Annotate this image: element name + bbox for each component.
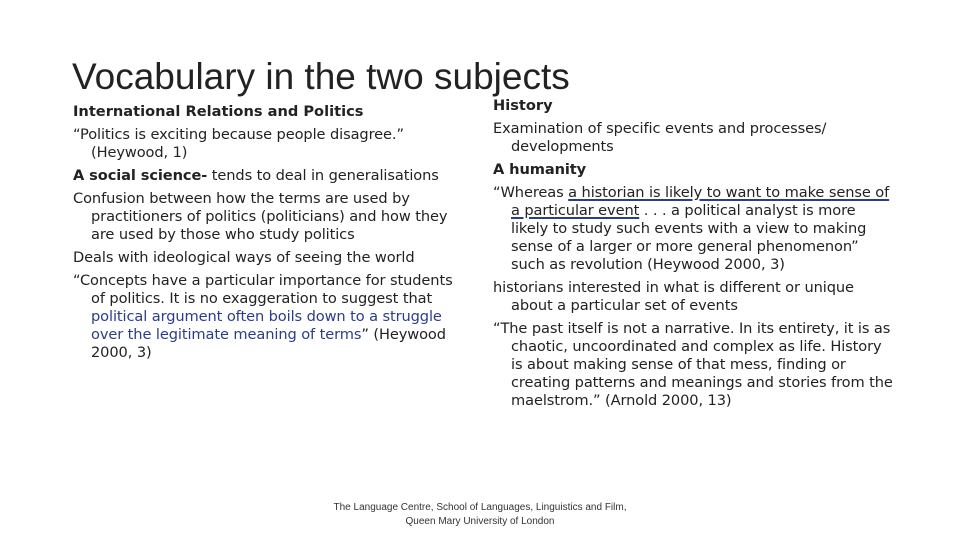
slide-footer <box>310 501 650 529</box>
right-point-3-c: . . . a political analyst is more likely to study such events with a view to making sense of a larger or more general phenomenon” such as revolution (Heywood 2000, 3) <box>511 202 867 273</box>
footer-line-2: Queen Mary University of London <box>405 516 555 527</box>
left-point-5-c: ” (Heywood 2000, 3) <box>91 326 446 361</box>
right-point-2 <box>493 161 893 179</box>
right-point-5: “The past itself is not a narrative. In its entirety, it is as chaotic, uncoordinated and complex as life. History is about making sense of that mess, finding or creating patterns and meanings and stories from the maelstrom.” (Arnold 2000, 13) <box>493 320 893 409</box>
left-point-2-rest: tends to deal in generalisations <box>207 167 439 184</box>
left-column <box>73 103 468 367</box>
right-point-1: Examination of specific events and processes/ developments <box>493 120 827 155</box>
left-point-5 <box>73 272 468 362</box>
left-point-5-highlight: political argument often boils down to a struggle over the legitimate meaning of terms <box>91 308 442 343</box>
left-point-5-a: “Concepts have a particular importance for students of politics. It is no exaggeration to suggest that <box>73 272 453 307</box>
left-point-1: “Politics is exciting because people disagree.” (Heywood, 1) <box>73 126 404 161</box>
left-heading: International Relations and Politics <box>73 103 364 120</box>
right-column <box>493 97 893 415</box>
left-point-2-bold: A social science- <box>73 167 208 184</box>
left-point-4: Deals with ideological ways of seeing the world <box>73 249 415 266</box>
right-point-2-bold: A humanity <box>493 161 587 178</box>
footer-line-1: The Language Centre, School of Languages, Linguistics and Film, <box>333 502 627 513</box>
right-point-4: historians interested in what is different or unique about a particular set of events <box>493 279 854 314</box>
right-point-3-a: “Whereas <box>493 184 569 201</box>
right-heading: History <box>493 97 553 114</box>
right-point-3-underlined: a historian is likely to want to make sense of a particular event <box>511 184 890 219</box>
left-point-3: Confusion between how the terms are used by practitioners of politics (politicians) and how they are used by those who study politics <box>73 190 448 243</box>
slide-title: Vocabulary in the two subjects <box>72 56 570 97</box>
right-point-3 <box>493 184 893 274</box>
left-point-2 <box>73 167 468 185</box>
